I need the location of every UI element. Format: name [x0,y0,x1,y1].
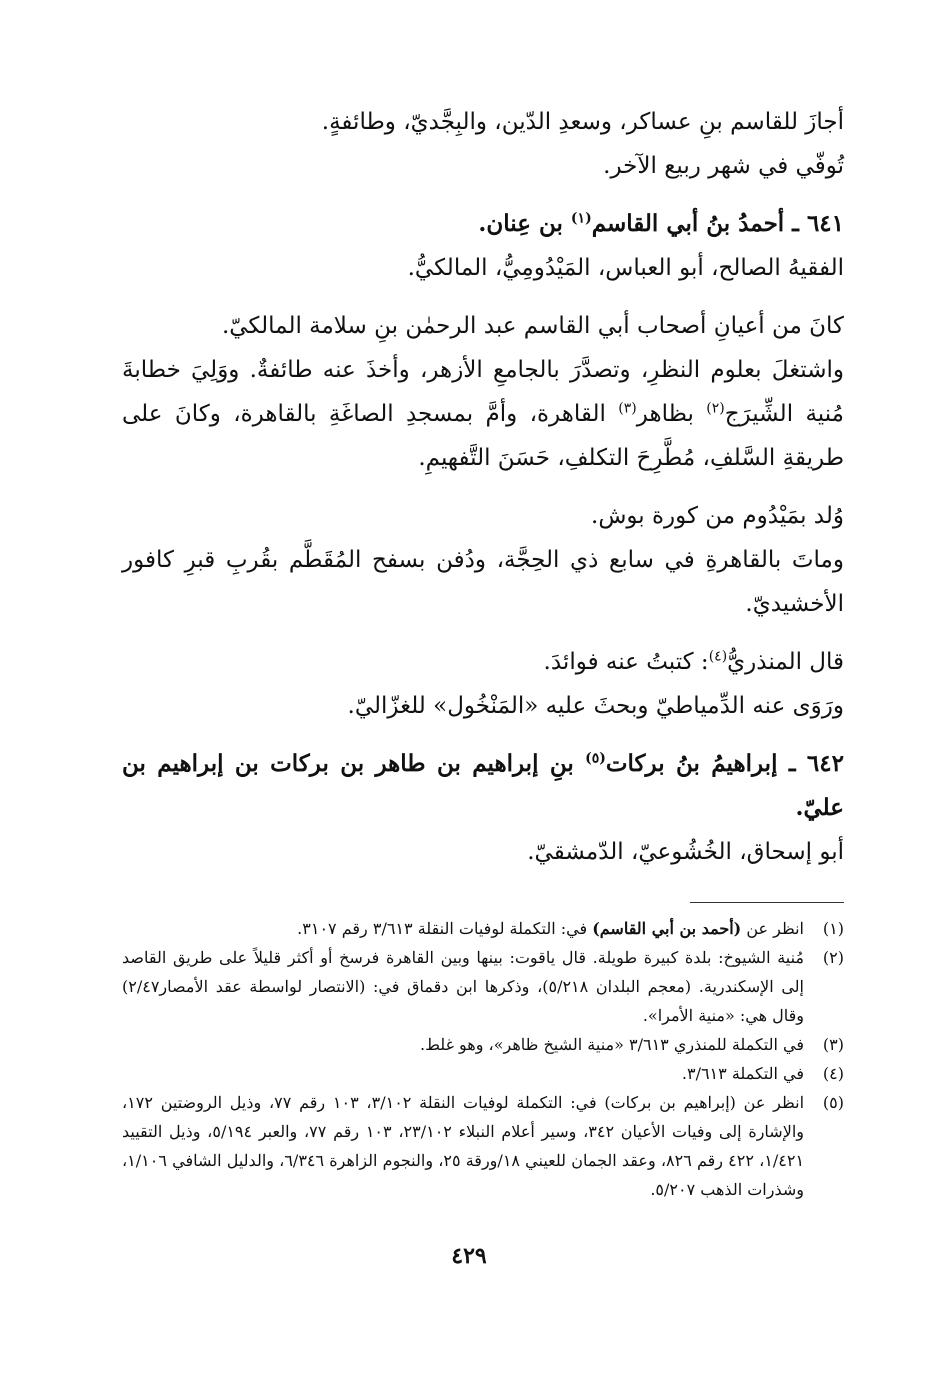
entry-642-name-tail: بنِ إبراهيم بن طاهر بن بركات بن إبراهيم بن عليّ. [122,750,844,821]
paragraph-ijaza: أجازَ للقاسم بنِ عساكر، وسعدِ الدّين، والبِجَّديّ، وطائفةٍ. [321,109,844,135]
footnote-4 [122,1059,844,1088]
entry-641-heading [122,202,844,246]
entry-642-name: ٦٤٢ ـ إبراهيمُ بنُ بركات [605,750,844,777]
paragraph-death-date: تُوفّي في شهر ربيع الآخر. [603,153,844,179]
entry-641-kunya: الفقيهُ الصالح، أبو العباس، المَيْدُومِيُّ، المالكيُّ. [407,255,844,281]
footnote-text [122,914,804,943]
main-text [122,100,844,874]
footnote-ref-3[interactable]: (٣) [618,400,637,417]
footnote-1-text-a: انظر عن [741,919,804,938]
entry-641-name-tail: بن عِنان. [478,210,571,237]
entry-641-death: وماتَ بالقاهرةِ في سابع ذي الحِجَّة، ودُفن بسفح المُقَطَّم بقُربِ قبرِ كافور الأخشيديّ. [122,547,844,617]
entry-641-companions: كانَ من أعيانِ أصحاب أبي القاسم عبد الرحمٰن بنِ سلامة المالكيّ. [221,313,844,339]
entry-641-career [122,348,844,480]
footnote-1-text-b: في: التكملة لوفيات النقلة ٣/٦١٣ رقم ٣١٠٧. [297,919,593,938]
page-number: ٤٢٩ [451,1243,487,1269]
footnote-number: (١) [822,919,844,938]
footnotes [122,914,844,1204]
entry-642-heading [122,742,844,830]
entry-641-name: ٦٤١ ـ أحمدُ بنُ أبي القاسم [591,210,844,237]
footnote-number: (٣) [822,1035,844,1054]
entry-641-career-text-b: بظاهر [636,401,707,427]
footnote-2 [122,943,844,1030]
footnote-3 [122,1030,844,1059]
entry-641-mundhiri-text-a: قال المنذريُّ [727,649,844,675]
footnote-number: (٤) [822,1064,844,1083]
footnote-text: انظر عن (إبراهيم بن بركات) في: التكملة لوفيات النقلة ٣/١٠٢، ١٠٣ رقم ٧٧، وذيل الروضتين ١٧٢، والإشارة إلى وفيات الأعيان ٣٤٢، وسير أعلام النبلاء ٢٣/١٠٢، ١٠٣ رقم ٧٧، والعبر ٥/١٩٤، وذيل التقييد ١/٤٢١، ٤٢٢ رقم ٨٢٦، وعقد الجمان للعيني ١٨/ورقة ٢٥، والنجوم الزاهرة ٦/٣٤٦، والدليل الشافي ١/١٠٦، وشذرات الذهب ٥/٢٠٧. [122,1093,805,1199]
footnote-1-bold-name: (أحمد بن أبي القاسم) [592,919,742,938]
footnote-number: (٢) [822,948,844,967]
footnote-ref-4[interactable]: (٤) [708,648,728,665]
footnote-divider [690,902,844,903]
entry-641-mundhiri [122,640,844,684]
footnote-text: مُنية الشيوخ: بلدة كبيرة طويلة. قال ياقوت: بينها وبين القاهرة فرسخ أو أكثر قليلاً على طريق القاصد إلى الإسكندرية. (معجم البلدان ٥/٢١٨)، وذكرها ابن دقماق في: (الانتصار لواسطة عقد الأمصار٢/٤٧) وقال هي: «منية الأمرا». [122,948,804,1025]
footnote-ref-1[interactable]: (١) [570,210,592,227]
footnote-5 [122,1088,844,1204]
footnote-number: (٥) [822,1093,844,1112]
footnote-ref-5[interactable]: (٥) [585,750,606,767]
entry-641-mundhiri-text-b: : كتبتُ عنه فوائدَ. [543,649,709,675]
footnote-ref-2[interactable]: (٢) [706,400,725,417]
entry-641-narration: ورَوَى عنه الدِّمياطيّ وبحثَ عليه «المَنْخُول» للغزّاليّ. [347,693,844,719]
entry-641-career-text-a: واشتغلَ بعلوم النظرِ، وتصدَّرَ بالجامعِ الأزهر، وأخذَ عنه طائفةٌ. ووَلِيَ خطابةَ مُنية الشِّيرَج [122,357,844,427]
entry-642-kunya: أبو إسحاق، الخُشُوعيّ، الدّمشقيّ. [527,839,844,865]
footnote-1 [122,914,844,943]
entry-641-career-text-c: القاهرة، وأمَّ بمسجدِ الصاغَةِ بالقاهرة، وكانَ على طريقةِ السَّلفِ، مُطَّرِحَ التكلفِ، حَسَنَ التَّفهيمِ. [122,401,844,471]
footnote-text: في التكملة ٣/٦١٣. [681,1064,804,1083]
footnote-text: في التكملة للمنذري ٣/٦١٣ «منية الشيخ ظاهر»، وهو غلط. [420,1035,804,1054]
entry-641-birth: وُلد بمَيْدُوم من كورة بوش. [591,503,844,529]
